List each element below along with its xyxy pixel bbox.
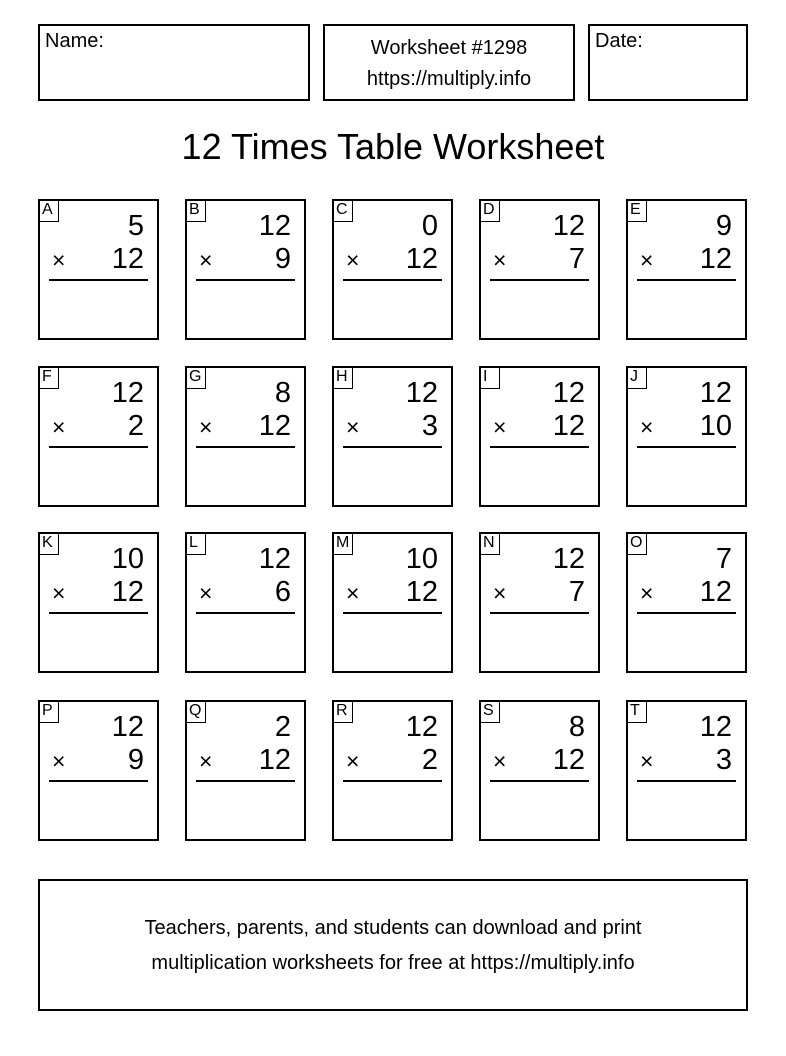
answer-line (49, 279, 148, 281)
problem-letter: B (186, 200, 206, 222)
problem-top-number: 7 (715, 543, 732, 575)
problem-bottom-number: 3 (421, 410, 438, 442)
problem-bottom-number: 12 (258, 410, 291, 442)
problem-top-number: 12 (699, 711, 732, 743)
problem-bottom-number: 12 (552, 744, 585, 776)
footer-text-line-1: Teachers, parents, and students can download and print (144, 917, 642, 939)
problem-card (185, 366, 306, 507)
answer-line (49, 446, 148, 448)
answer-line (343, 780, 442, 782)
problem-card (626, 366, 747, 507)
worksheet-number: Worksheet #1298 (370, 37, 528, 59)
problem-top-number: 12 (699, 377, 732, 409)
problem-top-number: 2 (274, 711, 291, 743)
problem-card (626, 199, 747, 340)
problem-bottom-number: 12 (699, 243, 732, 275)
problem-top-number: 8 (274, 377, 291, 409)
problem-bottom-number: 12 (111, 243, 144, 275)
multiply-sign: × (493, 580, 507, 606)
problem-bottom-number: 7 (568, 243, 585, 275)
problem-letter: A (39, 200, 59, 222)
problem-letter: H (333, 367, 353, 389)
multiply-sign: × (493, 414, 507, 440)
problem-letter: N (480, 533, 500, 555)
multiply-sign: × (52, 247, 66, 273)
problem-letter: D (480, 200, 500, 222)
problem-card (626, 532, 747, 673)
problem-top-number: 8 (568, 711, 585, 743)
problem-card (332, 366, 453, 507)
multiply-sign: × (640, 580, 654, 606)
problem-top-number: 12 (552, 377, 585, 409)
problem-card (332, 199, 453, 340)
answer-line (490, 780, 589, 782)
problem-card (479, 366, 600, 507)
problem-letter: P (39, 701, 59, 723)
answer-line (343, 279, 442, 281)
multiply-sign: × (52, 580, 66, 606)
multiply-sign: × (52, 414, 66, 440)
footer-box (38, 879, 748, 1011)
problem-card (38, 199, 159, 340)
problem-top-number: 12 (258, 543, 291, 575)
problem-top-number: 12 (552, 210, 585, 242)
problem-bottom-number: 12 (699, 576, 732, 608)
answer-line (343, 612, 442, 614)
problem-card (38, 700, 159, 841)
answer-line (637, 446, 736, 448)
problem-bottom-number: 12 (405, 243, 438, 275)
problem-letter: G (186, 367, 206, 389)
problem-top-number: 10 (111, 543, 144, 575)
date-label: Date: (595, 30, 643, 52)
problem-card (479, 199, 600, 340)
problem-letter: I (480, 367, 500, 389)
problem-card (332, 700, 453, 841)
answer-line (490, 446, 589, 448)
answer-line (490, 612, 589, 614)
multiply-sign: × (52, 748, 66, 774)
problem-bottom-number: 12 (111, 576, 144, 608)
problem-letter: K (39, 533, 59, 555)
problem-bottom-number: 9 (127, 744, 144, 776)
multiply-sign: × (346, 580, 360, 606)
problem-card (479, 700, 600, 841)
problem-letter: J (627, 367, 647, 389)
problem-bottom-number: 9 (274, 243, 291, 275)
problem-letter: F (39, 367, 59, 389)
problem-top-number: 12 (405, 711, 438, 743)
answer-line (490, 279, 589, 281)
problem-card (626, 700, 747, 841)
multiply-sign: × (493, 748, 507, 774)
problem-card (332, 532, 453, 673)
problem-letter: C (333, 200, 353, 222)
multiply-sign: × (640, 748, 654, 774)
problem-letter: M (333, 533, 353, 555)
problem-bottom-number: 12 (405, 576, 438, 608)
problem-top-number: 0 (421, 210, 438, 242)
problem-letter: O (627, 533, 647, 555)
multiply-sign: × (199, 748, 213, 774)
name-label: Name: (45, 30, 104, 52)
multiply-sign: × (640, 247, 654, 273)
problem-letter: T (627, 701, 647, 723)
problem-letter: R (333, 701, 353, 723)
footer-text-line-2: multiplication worksheets for free at https://multiply.info (151, 952, 635, 974)
problem-top-number: 12 (111, 377, 144, 409)
answer-line (637, 279, 736, 281)
problem-top-number: 12 (552, 543, 585, 575)
multiply-sign: × (346, 748, 360, 774)
multiply-sign: × (199, 414, 213, 440)
answer-line (637, 780, 736, 782)
problem-top-number: 12 (405, 377, 438, 409)
problem-bottom-number: 3 (715, 744, 732, 776)
answer-line (196, 446, 295, 448)
answer-line (343, 446, 442, 448)
answer-line (196, 612, 295, 614)
multiply-sign: × (346, 414, 360, 440)
problem-card (185, 700, 306, 841)
multiply-sign: × (199, 580, 213, 606)
answer-line (196, 780, 295, 782)
problem-top-number: 5 (127, 210, 144, 242)
problem-card (185, 532, 306, 673)
multiply-sign: × (493, 247, 507, 273)
problem-letter: E (627, 200, 647, 222)
worksheet-url: https://multiply.info (366, 68, 532, 90)
page-title: 12 Times Table Worksheet (181, 126, 605, 167)
problem-letter: S (480, 701, 500, 723)
problem-bottom-number: 12 (552, 410, 585, 442)
problem-bottom-number: 12 (258, 744, 291, 776)
answer-line (196, 279, 295, 281)
problem-top-number: 12 (258, 210, 291, 242)
answer-line (637, 612, 736, 614)
multiply-sign: × (346, 247, 360, 273)
multiply-sign: × (640, 414, 654, 440)
answer-line (49, 780, 148, 782)
multiply-sign: × (199, 247, 213, 273)
problem-top-number: 9 (715, 210, 732, 242)
problem-bottom-number: 6 (274, 576, 291, 608)
problem-bottom-number: 10 (699, 410, 732, 442)
problem-card (38, 366, 159, 507)
problem-card (185, 199, 306, 340)
problem-card (479, 532, 600, 673)
answer-line (49, 612, 148, 614)
problem-bottom-number: 2 (127, 410, 144, 442)
problem-top-number: 10 (405, 543, 438, 575)
problem-letter: Q (186, 701, 206, 723)
problem-top-number: 12 (111, 711, 144, 743)
problem-bottom-number: 2 (421, 744, 438, 776)
problem-letter: L (186, 533, 206, 555)
problem-bottom-number: 7 (568, 576, 585, 608)
problem-card (38, 532, 159, 673)
